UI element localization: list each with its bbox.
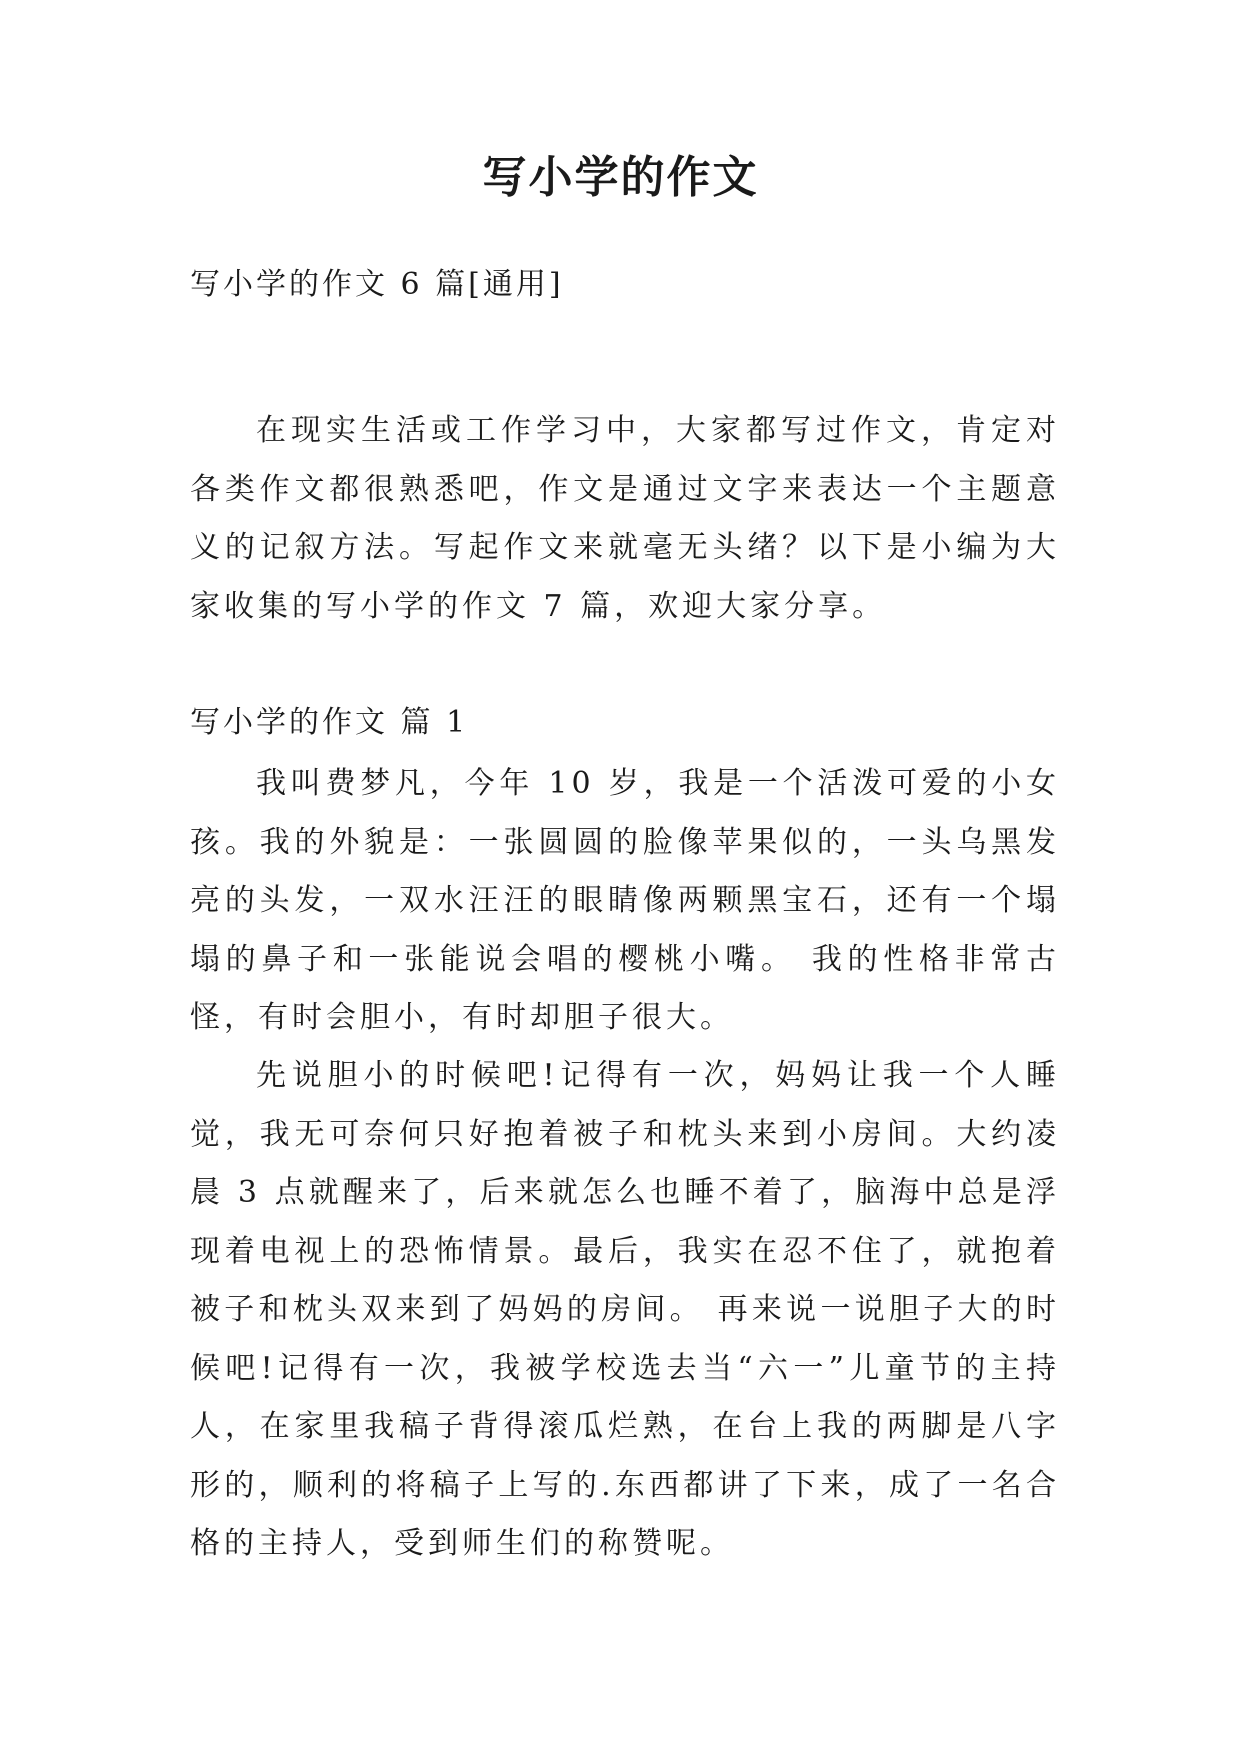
document-subtitle: 写小学的作文 6 篇[通用] [190,267,564,302]
body-paragraph-2: 先说胆小的时候吧!记得有一次，妈妈让我一个人睡觉，我无可奈何只好抱着被子和枕头来到小房间。大约凌晨 3 点就醒来了，后来就怎么也睡不着了，脑海中总是浮现着电视上的恐怖情景。最后，我实在忍不住了，就抱着被子和枕头双来到了妈妈的房间。 再来说一说胆子大的时候吧!记得有一次，我被学校选去当“六一”儿童节的主持人，在家里我稿子背得滚瓜烂熟，在台上我的两脚是八字形的，顺利的将稿子上写的.东西都讲了下来，成了一名合格的主持人，受到师生们的称赞呢。 [190,1058,1060,1561]
intro-paragraph: 在现实生活或工作学习中，大家都写过作文，肯定对各类作文都很熟悉吧，作文是通过文字来表达一个主题意义的记叙方法。写起作文来就毫无头绪？以下是小编为大家收集的写小学的作文 7 篇，欢迎大家分享。 [190,413,1060,624]
section-heading: 写小学的作文 篇 1 [190,705,469,740]
body-paragraph-1: 我叫费梦凡，今年 10 岁，我是一个活泼可爱的小女孩。我的外貌是：一张圆圆的脸像苹果似的，一头乌黑发亮的头发，一双水汪汪的眼睛像两颗黑宝石，还有一个塌塌的鼻子和一张能说会唱的樱桃小嘴。 我的性格非常古怪，有时会胆小，有时却胆子很大。 [190,766,1060,1035]
document-title: 写小学的作文 [482,152,759,203]
